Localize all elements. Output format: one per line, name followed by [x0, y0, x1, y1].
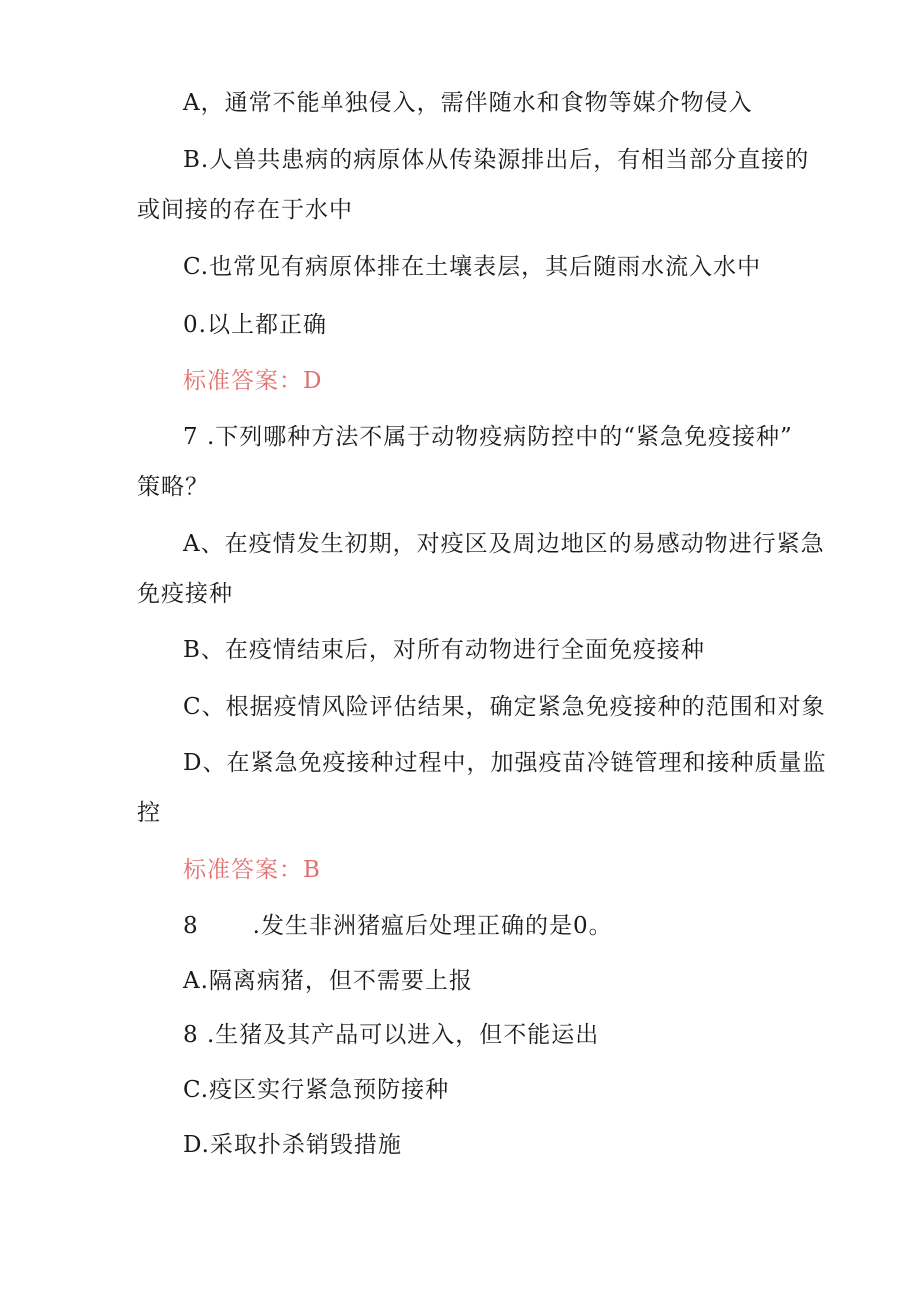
answer-6: 标准答案：D: [183, 368, 323, 394]
option-6c: C.也常见有病原体排在土壤表层，其后随雨水流入水中: [183, 254, 762, 280]
question-8: [183, 911, 613, 941]
option-6b-cont: 或间接的存在于水中: [137, 197, 353, 223]
option-8d: D.采取扑杀销毁措施: [183, 1132, 402, 1158]
option-7d: D、在紧急免疫接种过程中，加强疫苗冷链管理和接种质量监: [183, 750, 827, 776]
option-8a: A.隔离病猪，但不需要上报: [183, 968, 473, 994]
option-6d: 0.以上都正确: [183, 312, 327, 338]
option-7b: B、在疫情结束后，对所有动物进行全面免疫接种: [183, 637, 705, 663]
option-7a-cont: 免疫接种: [137, 581, 233, 607]
question-8-text: .发生非洲猪瘟后处理正确的是0。: [252, 913, 613, 939]
option-8c: C.疫区实行紧急预防接种: [183, 1077, 450, 1103]
option-7a: A、在疫情发生初期，对疫区及周边地区的易感动物进行紧急: [183, 531, 825, 557]
option-7d-cont: 控: [137, 800, 161, 826]
option-8b: 8 .生猪及其产品可以进入，但不能运出: [183, 1022, 600, 1048]
option-7c: C、根据疫情风险评估结果，确定紧急免疫接种的范围和对象: [183, 694, 826, 720]
option-6a: A，通常不能单独侵入，需伴随水和食物等媒介物侵入: [183, 90, 753, 116]
question-7-cont: 策略？: [137, 474, 209, 500]
question-8-number: 8: [183, 913, 199, 939]
answer-7: 标准答案：B: [183, 857, 321, 883]
question-7: 7 .下列哪种方法不属于动物疫病防控中的“紧急免疫接种”: [183, 424, 793, 450]
option-6b: B.人兽共患病的病原体从传染源排出后，有相当部分直接的: [183, 147, 810, 173]
